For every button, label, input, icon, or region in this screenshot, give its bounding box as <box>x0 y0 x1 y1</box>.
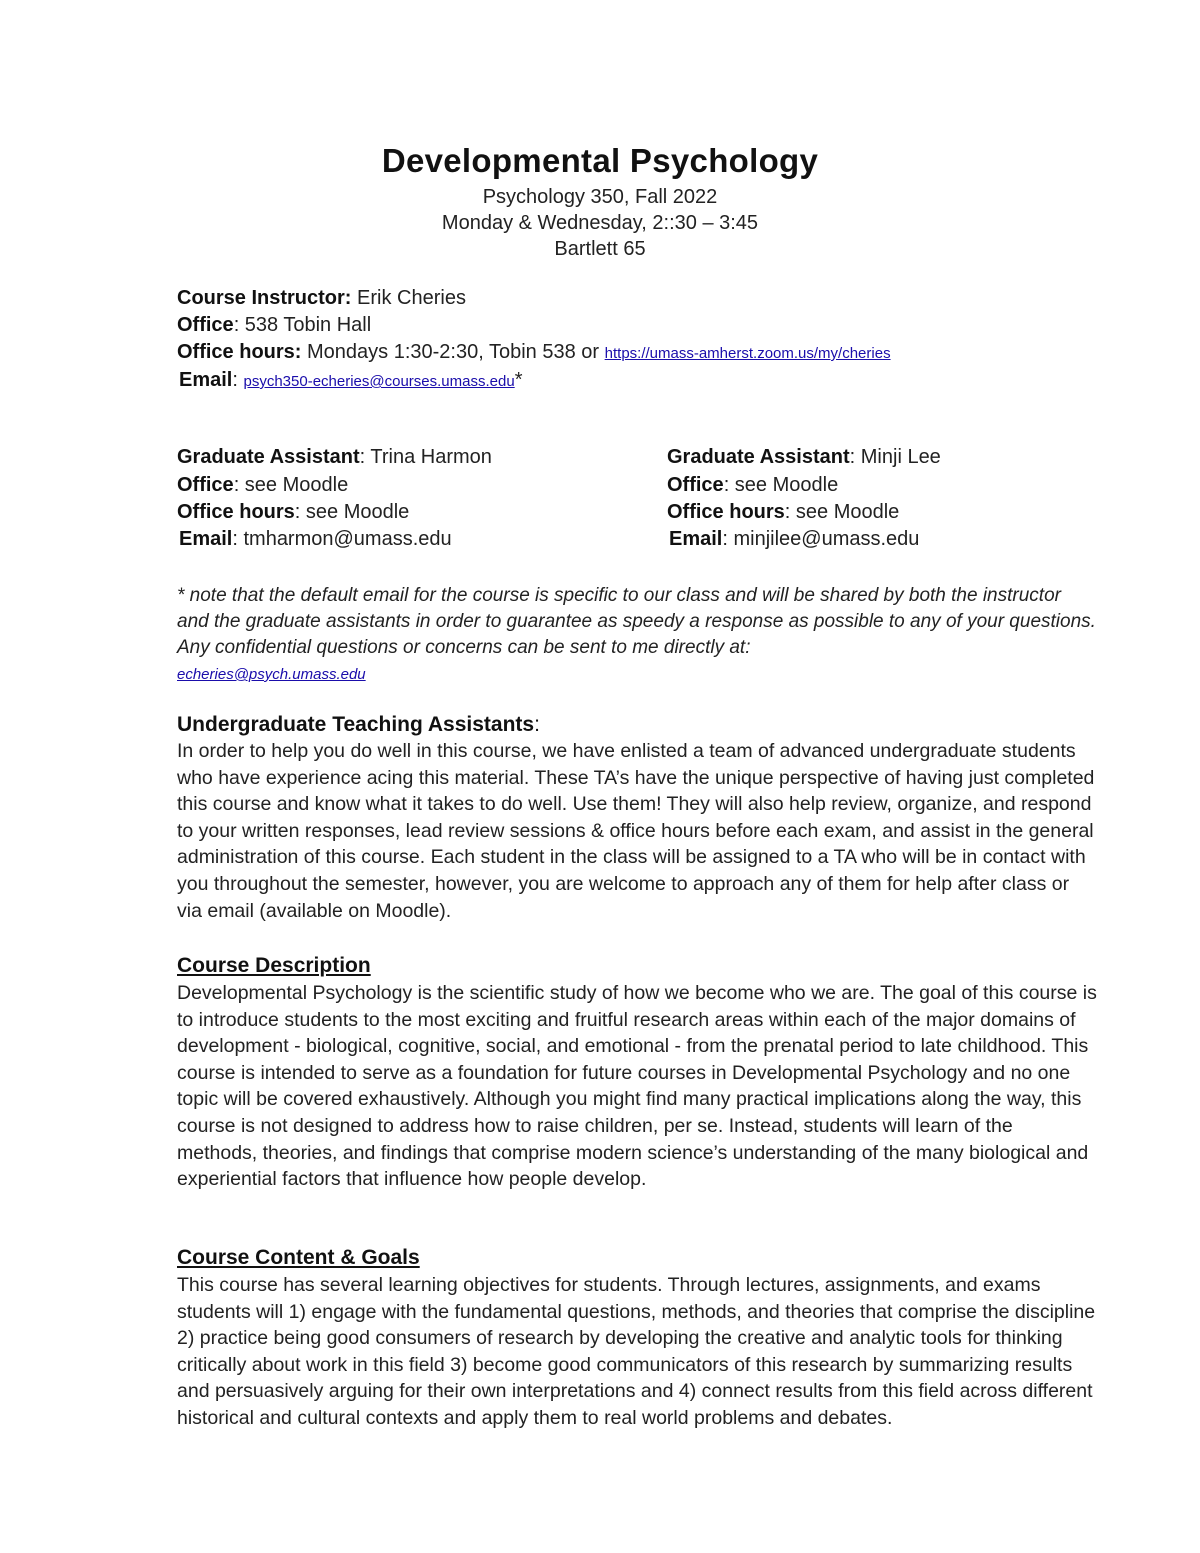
description-heading: Course Description <box>177 954 371 977</box>
course-schedule: Monday & Wednesday, 2::30 – 3:45 <box>441 212 759 234</box>
ga-1-hours-line <box>177 501 409 524</box>
email-asterisk: * <box>514 369 523 391</box>
ga-2-email: : minjilee@umass.edu <box>722 528 920 550</box>
ga-2-hours-label: Office hours <box>667 501 785 523</box>
ga-1-label: Graduate Assistant <box>177 446 360 468</box>
ga-2-email-label: Email <box>669 528 723 550</box>
ga-1-hours: : see Moodle <box>294 501 410 523</box>
uta-body: In order to help you do well in this course, we have enlisted a team of advanced undergraduate students who have experience acing this material. These TA’s have the unique perspective of having just completed this course and know what it takes to do well. Use them! They will also help review, organize, and respond to your written responses, lead review sessions & office hours before each exam, and assist in the general administration of this course. Each student in the class will be assigned to a TA who will be in contact with you throughout the semester, however, you are welcome to approach any of them for help after class or via email (available on Moodle). <box>177 740 1095 922</box>
ga-1-office: : see Moodle <box>233 474 349 496</box>
page-title: Developmental Psychology <box>381 142 819 179</box>
course-room: Bartlett 65 <box>554 238 646 260</box>
uta-heading-colon: : <box>534 713 540 736</box>
email-note-text: * note that the default email for the course is specific to our class and will be shared by both the instructor and the graduate assistants in order to guarantee as speedy a response as possible to any of your questions. Any confidential questions or concerns can be sent to me directly at: <box>177 585 1096 658</box>
goals-heading: Course Content & Goals <box>177 1246 420 1269</box>
ga-2-email-line <box>669 528 919 551</box>
ga-1-office-label: Office <box>177 474 234 496</box>
course-email-link[interactable]: psych350-echeries@courses.umass.edu <box>243 373 515 390</box>
ga-1-office-line <box>177 474 348 497</box>
ga-2-office-line <box>667 474 838 497</box>
office-hours-label: Office hours: <box>177 341 302 363</box>
ga-2-hours: : see Moodle <box>784 501 900 523</box>
ga-1-name-line <box>177 446 492 469</box>
zoom-link[interactable]: https://umass-amherst.zoom.us/my/cheries <box>604 345 891 362</box>
instructor-line <box>177 287 466 310</box>
ga-2-hours-line <box>667 501 899 524</box>
instructor-name: Erik Cheries <box>357 287 466 309</box>
ga-1-hours-label: Office hours <box>177 501 295 523</box>
instructor-hours-line <box>177 341 891 364</box>
ga-2-label: Graduate Assistant <box>667 446 850 468</box>
description-body: Developmental Psychology is the scientific study of how we become who we are. The goal of this course is to introduce students to the most exciting and fruitful research areas within each of the major domains of development - biological, cognitive, social, and emotional - from the prenatal period to late childhood. This course is intended to serve as a foundation for future courses in Developmental Psychology and no one topic will be covered exhaustively. Although you might find many practical implications along the way, this course is not designed to address how to raise children, per se. Instead, students will learn of the methods, theories, and findings that comprise modern science’s understanding of the many biological and experiential factors that influence how people develop. <box>177 982 1097 1191</box>
ga-2-office-label: Office <box>667 474 724 496</box>
ga-2-name-line <box>667 446 941 469</box>
ga-1-name: : Trina Harmon <box>359 446 492 468</box>
instructor-office-line <box>177 314 371 337</box>
email-note <box>177 583 1097 688</box>
instructor-email-line <box>179 369 522 392</box>
office-label: Office <box>177 314 234 336</box>
instructor-office: : 538 Tobin Hall <box>233 314 372 336</box>
email-label: Email <box>179 369 233 391</box>
instructor-label: Course Instructor: <box>177 287 352 309</box>
ga-1-email-line <box>179 528 452 551</box>
instructor-hours: Mondays 1:30-2:30, Tobin 538 or <box>307 341 600 363</box>
goals-body: This course has several learning objectives for students. Through lectures, assignments, and exams students will 1) engage with the fundamental questions, methods, and theories that comprise the discipline 2) practice being good consumers of research by developing the creative and analytic tools for thinking critically about work in this field 3) become good communicators of this research by summarizing results and persuasively arguing for their own interpretations and 4) connect results from this field across different historical and cultural contexts and apply them to real world problems and debates. <box>177 1274 1096 1429</box>
course-number: Psychology 350, Fall 2022 <box>482 186 718 208</box>
uta-heading <box>177 713 540 737</box>
ga-2-office: : see Moodle <box>723 474 839 496</box>
uta-heading-text: Undergraduate Teaching Assistants <box>177 713 535 736</box>
ga-2-name: : Minji Lee <box>849 446 941 468</box>
ga-1-email-label: Email <box>179 528 233 550</box>
ga-1-email: : tmharmon@umass.edu <box>232 528 452 550</box>
instructor-direct-email-link[interactable]: echeries@psych.umass.edu <box>177 666 366 683</box>
email-separator: : <box>232 369 238 391</box>
